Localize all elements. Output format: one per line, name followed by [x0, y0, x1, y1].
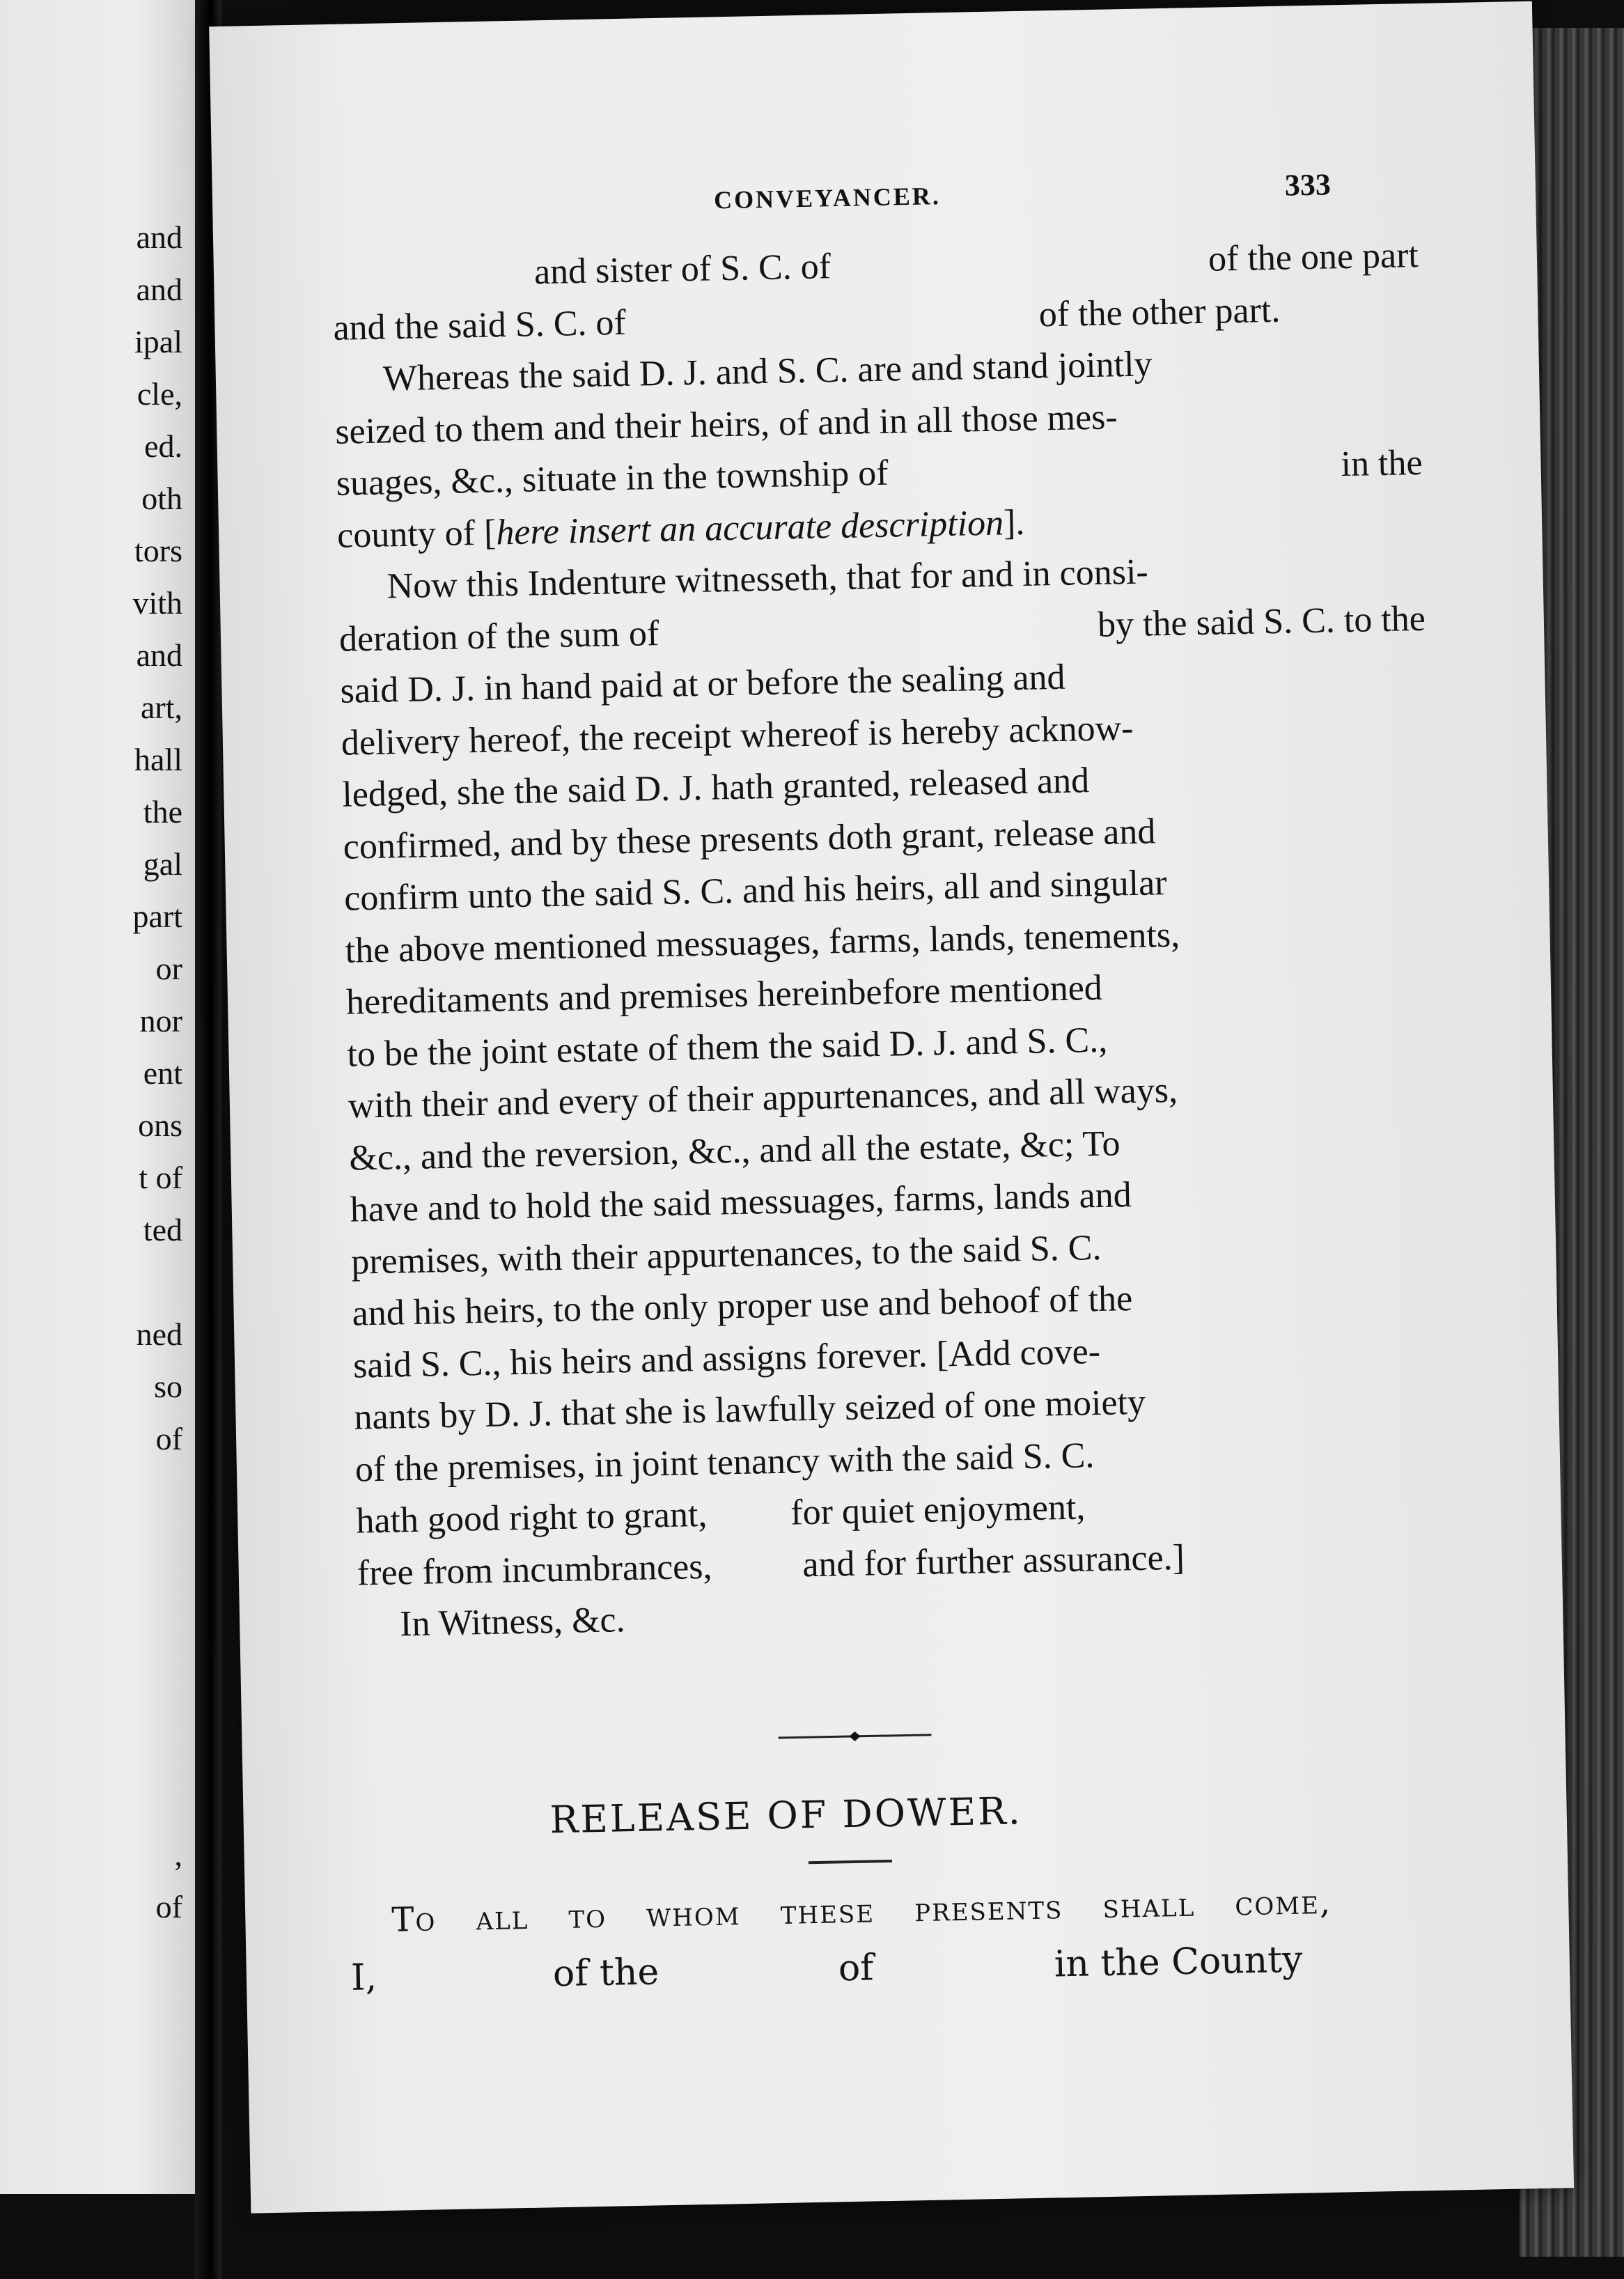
ornament-rule: [778, 1728, 931, 1745]
running-head: CONVEYANCER.: [713, 182, 942, 215]
text-line: and his heirs, to the only proper use and behoof of the: [352, 1279, 1133, 1334]
left-fragment: art,: [140, 690, 182, 725]
text-line: with their and every of their appurtenances, and all ways,: [348, 1070, 1178, 1126]
left-fragment: the: [143, 794, 182, 830]
left-fragment: oth: [141, 481, 182, 516]
text-line: of the premises, in joint tenancy with the said S. C.: [354, 1435, 1095, 1490]
text-line: In Witness, &c.: [399, 1600, 626, 1644]
body-text: [331, 230, 1444, 1651]
left-fragment: and: [136, 637, 182, 673]
section-title: RELEASE OF DOWER.: [549, 1789, 1023, 1842]
left-fragment: and: [136, 219, 182, 255]
text-line: delivery hereof, the receipt whereof is hereby acknow-: [341, 708, 1134, 763]
left-fragment: hall: [134, 742, 182, 777]
title-rule: [809, 1860, 892, 1864]
text-line: ledged, she the said D. J. hath granted, released and: [341, 761, 1090, 815]
left-fragment: nor: [139, 1003, 182, 1039]
left-fragment: ons: [138, 1107, 182, 1143]
main-page: [209, 1, 1574, 2214]
left-fragment: ted: [143, 1212, 182, 1247]
left-fragment: of: [155, 1421, 182, 1456]
text-line: premises, with their appurtenances, to the said S. C.: [350, 1227, 1102, 1282]
text-line: the above mentioned messuages, farms, lands, tenements,: [345, 915, 1180, 971]
left-fragment: ned: [136, 1316, 182, 1352]
text-line: to be the joint estate of them the said D. J. and S. C.,: [346, 1020, 1108, 1075]
text-line: seized to them and their heirs, of and in all those mes-: [334, 396, 1118, 452]
text-line: deration of the sum of by the said S. C. to the: [338, 598, 1426, 660]
left-fragment: vith: [132, 585, 182, 621]
text-line: Now this Indenture witnesseth, that for and in consi-: [387, 552, 1149, 607]
text-line: confirmed, and by these presents doth grant, release and: [343, 811, 1156, 867]
text-line: confirm unto the said S. C. and his heirs, all and singular: [343, 863, 1167, 919]
release-second-line: I, of the of in the County: [350, 1938, 1304, 1999]
left-fragment: tors: [134, 533, 182, 568]
release-opening-line: To all to whom these presents shall come,: [391, 1882, 1332, 1940]
text-line: nants by D. J. that she is lawfully seized of one moiety: [354, 1382, 1146, 1438]
text-line: said D. J. in hand paid at or before the sealing and: [339, 657, 1066, 711]
text-line: and sister of S. C. of of the one part: [533, 235, 1419, 293]
left-fragment: and: [136, 272, 182, 307]
left-fragment: cle,: [136, 376, 182, 412]
text-line: county of [here insert an accurate description].: [336, 502, 1025, 556]
left-fragment: t of: [139, 1160, 182, 1195]
left-fragment: ed.: [144, 428, 182, 464]
text-line: &c., and the reversion, &c., and all the estate, &c; To: [348, 1123, 1121, 1179]
left-fragment: gal: [143, 846, 182, 882]
left-fragment: part: [132, 899, 182, 934]
text-line: hereditaments and premises hereinbefore mentioned: [345, 967, 1103, 1022]
left-fragment: or: [155, 951, 182, 986]
page-number: 333: [1284, 167, 1332, 203]
left-fragment: so: [154, 1369, 182, 1404]
left-facing-page: [0, 0, 195, 2194]
text-line: free from incumbrances, and for further assurance.]: [357, 1537, 1185, 1594]
text-line: and the said S. C. of of the other part.: [332, 290, 1281, 348]
text-line: hath good right to grant, for quiet enjoyment,: [355, 1487, 1086, 1541]
left-fragment: of: [155, 1889, 182, 1924]
text-line: Whereas the said D. J. and S. C. are and stand jointly: [382, 344, 1153, 399]
text-line: have and to hold the said messuages, farms, lands and: [350, 1175, 1132, 1230]
left-fragment: ipal: [134, 324, 182, 359]
text-line: suages, &c., situate in the township of in the: [336, 442, 1423, 504]
left-fragment: ent: [143, 1055, 182, 1091]
text-line: said S. C., his heirs and assigns forever. [Add cove-: [352, 1331, 1101, 1386]
left-fragment: ,: [174, 1837, 182, 1872]
